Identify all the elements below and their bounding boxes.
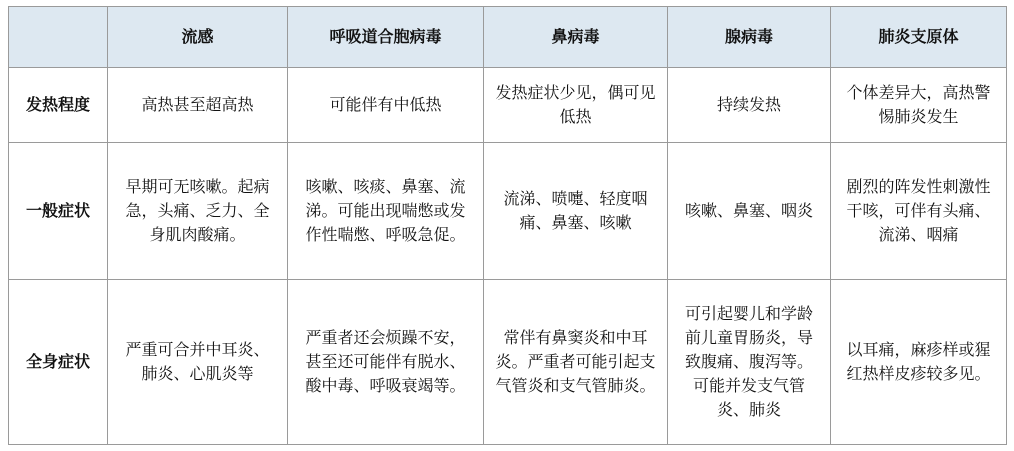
table-cell: 严重可合并中耳炎、肺炎、心肌炎等 bbox=[108, 280, 288, 445]
row-header-general-symptoms: 一般症状 bbox=[9, 143, 108, 280]
header-row bbox=[9, 7, 1007, 68]
table-cell: 持续发热 bbox=[668, 68, 831, 143]
table-cell: 可引起婴儿和学龄前儿童胃肠炎，导致腹痛、腹泻等。可能并发支气管炎、肺炎 bbox=[668, 280, 831, 445]
symptom-comparison-table-container bbox=[8, 6, 1007, 445]
table-cell: 严重者还会烦躁不安，甚至还可能伴有脱水、酸中毒、呼吸衰竭等。 bbox=[288, 280, 484, 445]
table-cell: 常伴有鼻窦炎和中耳炎。严重者可能引起支气管炎和支气管肺炎。 bbox=[484, 280, 668, 445]
table-cell: 剧烈的阵发性刺激性干咳，可伴有头痛、流涕、咽痛 bbox=[831, 143, 1007, 280]
row-header-systemic-symptoms: 全身症状 bbox=[9, 280, 108, 445]
table-cell: 以耳痛，麻疹样或猩红热样皮疹较多见。 bbox=[831, 280, 1007, 445]
column-header-influenza: 流感 bbox=[108, 7, 288, 68]
table-row-systemic-symptoms bbox=[9, 280, 1007, 445]
table-cell: 高热甚至超高热 bbox=[108, 68, 288, 143]
table-cell: 咳嗽、鼻塞、咽炎 bbox=[668, 143, 831, 280]
table-row-general-symptoms bbox=[9, 143, 1007, 280]
table-row-fever bbox=[9, 68, 1007, 143]
table-cell: 可能伴有中低热 bbox=[288, 68, 484, 143]
table-cell: 咳嗽、咳痰、鼻塞、流涕。可能出现喘憋或发作性喘憋、呼吸急促。 bbox=[288, 143, 484, 280]
row-header-fever: 发热程度 bbox=[9, 68, 108, 143]
column-header-adenovirus: 腺病毒 bbox=[668, 7, 831, 68]
column-header-rhinovirus: 鼻病毒 bbox=[484, 7, 668, 68]
table-cell: 流涕、喷嚏、轻度咽痛、鼻塞、咳嗽 bbox=[484, 143, 668, 280]
table-cell: 个体差异大，高热警惕肺炎发生 bbox=[831, 68, 1007, 143]
table-cell: 发热症状少见，偶可见低热 bbox=[484, 68, 668, 143]
column-header-mycoplasma: 肺炎支原体 bbox=[831, 7, 1007, 68]
table-cell: 早期可无咳嗽。起病急，头痛、乏力、全身肌肉酸痛。 bbox=[108, 143, 288, 280]
symptom-comparison-table bbox=[8, 6, 1007, 445]
column-header-rsv: 呼吸道合胞病毒 bbox=[288, 7, 484, 68]
corner-cell bbox=[9, 7, 108, 68]
